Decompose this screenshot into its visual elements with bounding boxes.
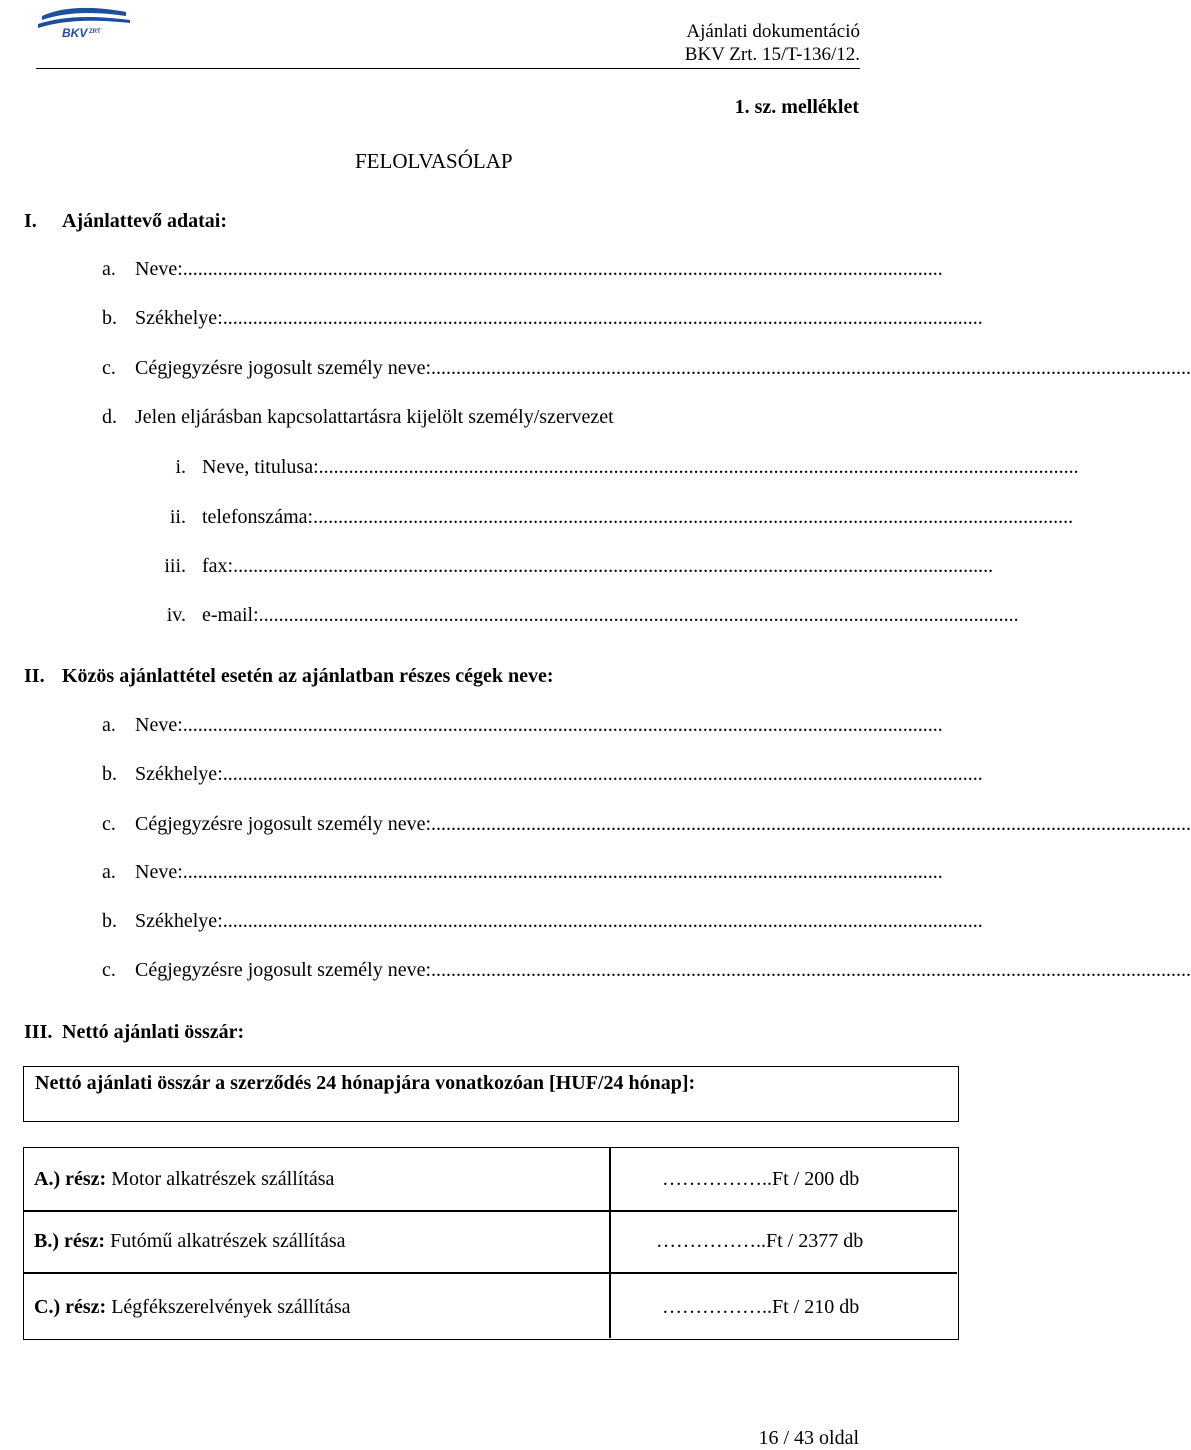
net-price-label: Nettó ajánlati összár a szerződés 24 hónapjára vonatkozóan [HUF/24 hónap]: — [35, 1072, 696, 1094]
table-row-b — [34, 1230, 346, 1253]
doc-ref: BKV Zrt. 15/T-136/12. — [684, 44, 860, 65]
svg-text:ZRT: ZRT — [89, 29, 101, 35]
page-number: 16 / 43 oldal — [758, 1427, 859, 1449]
section-3-heading: Nettó ajánlati összár: — [62, 1021, 245, 1043]
item-letter: b. — [102, 307, 117, 329]
form-line — [102, 959, 1191, 982]
item-letter: c. — [102, 357, 116, 379]
field-label: e-mail: — [202, 604, 259, 626]
form-line — [102, 763, 983, 786]
table-divider — [24, 1210, 957, 1212]
fill-in-dots[interactable]: ........................................................................................................................................................ — [313, 506, 1074, 528]
part-description: Futómű alkatrészek szállítása — [110, 1230, 346, 1252]
price-input-c[interactable]: ……………..Ft / 210 db — [662, 1296, 860, 1318]
table-divider — [24, 1272, 957, 1274]
form-line — [102, 813, 1191, 836]
item-letter: c. — [102, 813, 116, 835]
item-number: i. — [175, 456, 186, 478]
section-2-heading: Közös ajánlattétel esetén az ajánlatban részes cégek neve: — [62, 665, 554, 687]
field-label: telefonszáma: — [202, 506, 314, 528]
field-label: Cégjegyzésre jogosult személy neve: — [135, 959, 432, 981]
table-row-c — [34, 1296, 351, 1319]
item-letter: c. — [102, 959, 116, 981]
field-label: Neve, titulusa: — [202, 456, 319, 478]
field-label: Székhelye: — [135, 307, 223, 329]
field-label: fax: — [202, 555, 234, 577]
field-label: Cégjegyzésre jogosult személy neve: — [135, 357, 432, 379]
item-letter: a. — [102, 258, 116, 280]
form-line — [102, 714, 943, 737]
item-letter: a. — [102, 714, 116, 736]
svg-text:BKV: BKV — [62, 26, 88, 40]
field-label: Neve: — [135, 258, 183, 280]
page-title: FELOLVASÓLAP — [355, 149, 513, 173]
parts-table — [23, 1147, 959, 1340]
form-line — [102, 861, 943, 884]
item-letter: a. — [102, 861, 116, 883]
item-number: iv. — [166, 604, 186, 626]
annex-label: 1. sz. melléklet — [734, 96, 859, 118]
field-label: Neve: — [135, 861, 183, 883]
doc-title: Ajánlati dokumentáció — [686, 21, 860, 42]
fill-in-dots[interactable]: ........................................................................................................................................................ — [222, 763, 983, 785]
part-label: B.) rész: — [34, 1230, 106, 1252]
table-divider — [609, 1148, 611, 1338]
part-description: Légfékszerelvények szállítása — [111, 1296, 351, 1318]
part-label: C.) rész: — [34, 1296, 107, 1318]
section-1-number: I. — [24, 210, 37, 232]
fill-in-dots[interactable]: ........................................................................................................................................................ — [258, 604, 1019, 626]
form-line — [102, 357, 1191, 380]
field-label: Cégjegyzésre jogosult személy neve: — [135, 813, 432, 835]
header-rule — [36, 68, 860, 69]
section-1-heading: Ajánlattevő adatai: — [62, 210, 227, 232]
field-label: Jelen eljárásban kapcsolattartásra kijelölt személy/szervezet — [135, 406, 614, 428]
fill-in-dots[interactable]: ........................................................................................................................................................ — [318, 456, 1079, 478]
bkv-logo — [34, 4, 134, 40]
fill-in-dots[interactable]: ........................................................................................................................................................ — [233, 555, 994, 577]
fill-in-dots[interactable]: ........................................................................................................................................................ — [222, 307, 983, 329]
item-number: iii. — [164, 555, 186, 577]
fill-in-dots[interactable]: ........................................................................................................................................................ — [182, 714, 943, 736]
form-line — [102, 910, 983, 933]
part-label: A.) rész: — [34, 1168, 107, 1190]
part-description: Motor alkatrészek szállítása — [111, 1168, 335, 1190]
form-line — [102, 307, 983, 330]
item-letter: d. — [102, 406, 117, 428]
fill-in-dots[interactable]: ........................................................................................................................................................ — [182, 258, 943, 280]
item-number: ii. — [169, 506, 186, 528]
fill-in-dots[interactable]: ........................................................................................................................................................ — [431, 813, 1191, 835]
section-2-number: II. — [24, 665, 45, 687]
net-price-box — [23, 1066, 959, 1122]
field-label: Székhelye: — [135, 910, 223, 932]
fill-in-dots[interactable]: ........................................................................................................................................................ — [431, 357, 1191, 379]
fill-in-dots[interactable]: ........................................................................................................................................................ — [222, 910, 983, 932]
form-line — [102, 258, 943, 281]
fill-in-dots[interactable]: ........................................................................................................................................................ — [182, 861, 943, 883]
table-row-a — [34, 1168, 334, 1191]
field-label: Székhelye: — [135, 763, 223, 785]
field-label: Neve: — [135, 714, 183, 736]
section-3-number: III. — [24, 1021, 53, 1043]
fill-in-dots[interactable]: ........................................................................................................................................................ — [431, 959, 1191, 981]
price-input-a[interactable]: ……………..Ft / 200 db — [662, 1168, 860, 1190]
price-input-b[interactable]: ……………..Ft / 2377 db — [656, 1230, 864, 1252]
item-letter: b. — [102, 763, 117, 785]
item-letter: b. — [102, 910, 117, 932]
form-line — [102, 406, 832, 429]
